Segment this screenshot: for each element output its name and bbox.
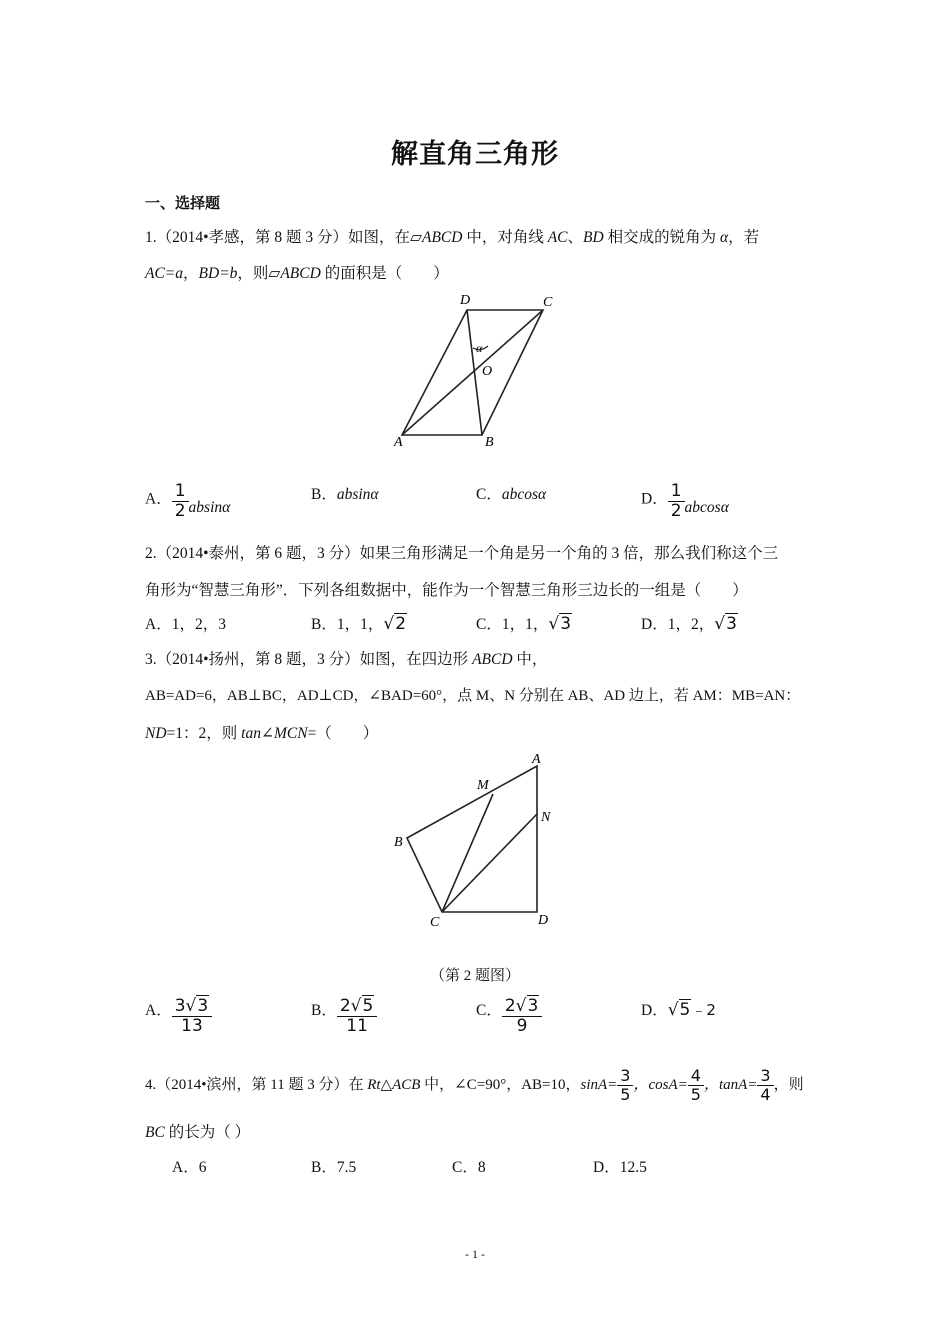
q1-option-d[interactable]: D． $\frac{1}{2}$ abcosα	[641, 481, 729, 521]
label-m: M	[477, 778, 489, 793]
q2-option-d[interactable]: D．1，2，√3	[641, 614, 737, 634]
diagonal-bd	[467, 310, 482, 435]
q3-line2: AB=AD=6，AB⊥BC，AD⊥CD，∠BAD=60°，点 M、N 分别在 AB、AD 边上，若 AM：MB=AN：	[145, 688, 801, 704]
label-n: N	[541, 810, 551, 825]
section-heading: 一、选择题	[145, 194, 221, 212]
q2-option-a[interactable]: A．1，2，3	[145, 616, 226, 633]
quadrilateral-abcd	[407, 766, 537, 912]
q4-line2: BC 的长为（ ）	[145, 1124, 251, 1141]
q1-line1: 1.（2014•孝感，第 8 题 3 分）如图，在▱ABCD 中，对角线 AC、BD 相交成的锐角为 α，若	[145, 229, 760, 246]
segment-cn	[442, 814, 537, 912]
q2-line2: 角形为“智慧三角形”．下列各组数据中，能作为一个智慧三角形三边长的一组是（ ）	[145, 582, 748, 599]
page-title: 解直角三角形	[391, 139, 559, 170]
label-c: C	[430, 915, 440, 930]
q4-option-c[interactable]: C．8	[452, 1159, 486, 1176]
segment-cm	[442, 794, 493, 912]
q3-line3: ND=1：2，则 tan∠MCN=（ ）	[145, 725, 379, 742]
q3-line1: 3.（2014•扬州，第 8 题，3 分）如图，在四边形 ABCD 中，	[145, 651, 548, 668]
q2-option-b[interactable]: B．1，1，√2	[311, 614, 407, 634]
label-o: O	[482, 364, 493, 379]
q3-option-b[interactable]: B． $\frac{2√5}{11}$	[311, 998, 377, 1035]
q4-option-d[interactable]: D．12.5	[593, 1159, 647, 1176]
q4-line1: 4.（2014•滨州，第 11 题 3 分）在 Rt△ACB 中，∠C=90°，AB=10，sinA= $\frac{3}{5}$ ，cosA= $\frac{4}{5}$ ，tanA= $\frac{3}{4}$ ，则	[145, 1066, 804, 1104]
quadrilateral-figure	[385, 748, 565, 933]
q1-option-b[interactable]: B．absinα	[311, 486, 379, 503]
label-b: B	[394, 835, 403, 850]
label-a: A	[394, 435, 403, 450]
q4-option-b[interactable]: B．7.5	[311, 1159, 357, 1176]
q1-option-c[interactable]: C．abcosα	[476, 486, 547, 503]
label-a: A	[532, 752, 541, 767]
q4-option-a[interactable]: A．6	[172, 1159, 207, 1176]
label-d: D	[538, 913, 549, 928]
label-c: C	[543, 295, 553, 310]
parallelogram-figure	[385, 288, 565, 453]
label-b: B	[485, 435, 494, 450]
label-d: D	[460, 293, 471, 308]
q3-option-c[interactable]: C． $\frac{2√3}{9}$	[476, 998, 542, 1035]
figure-caption: （第 2 题图）	[429, 968, 520, 984]
q3-option-d[interactable]: D．√5﹣2	[641, 1000, 716, 1020]
q2-line1: 2.（2014•泰州，第 6 题，3 分）如果三角形满足一个角是另一个角的 3 倍，那么我们称这个三	[145, 545, 779, 562]
q1-option-a[interactable]: A． $\frac{1}{2}$ absinα	[145, 481, 231, 521]
q2-option-c[interactable]: C．1，1，√3	[476, 614, 572, 634]
q3-option-a[interactable]: A． $\frac{3√3}{13}$	[145, 998, 212, 1035]
label-alpha: α	[476, 341, 483, 355]
diagonal-ac	[402, 310, 543, 435]
page-number: - 1 -	[465, 1247, 485, 1261]
q1-line2: AC=a，BD=b，则▱ABCD 的面积是（ ）	[145, 265, 449, 282]
